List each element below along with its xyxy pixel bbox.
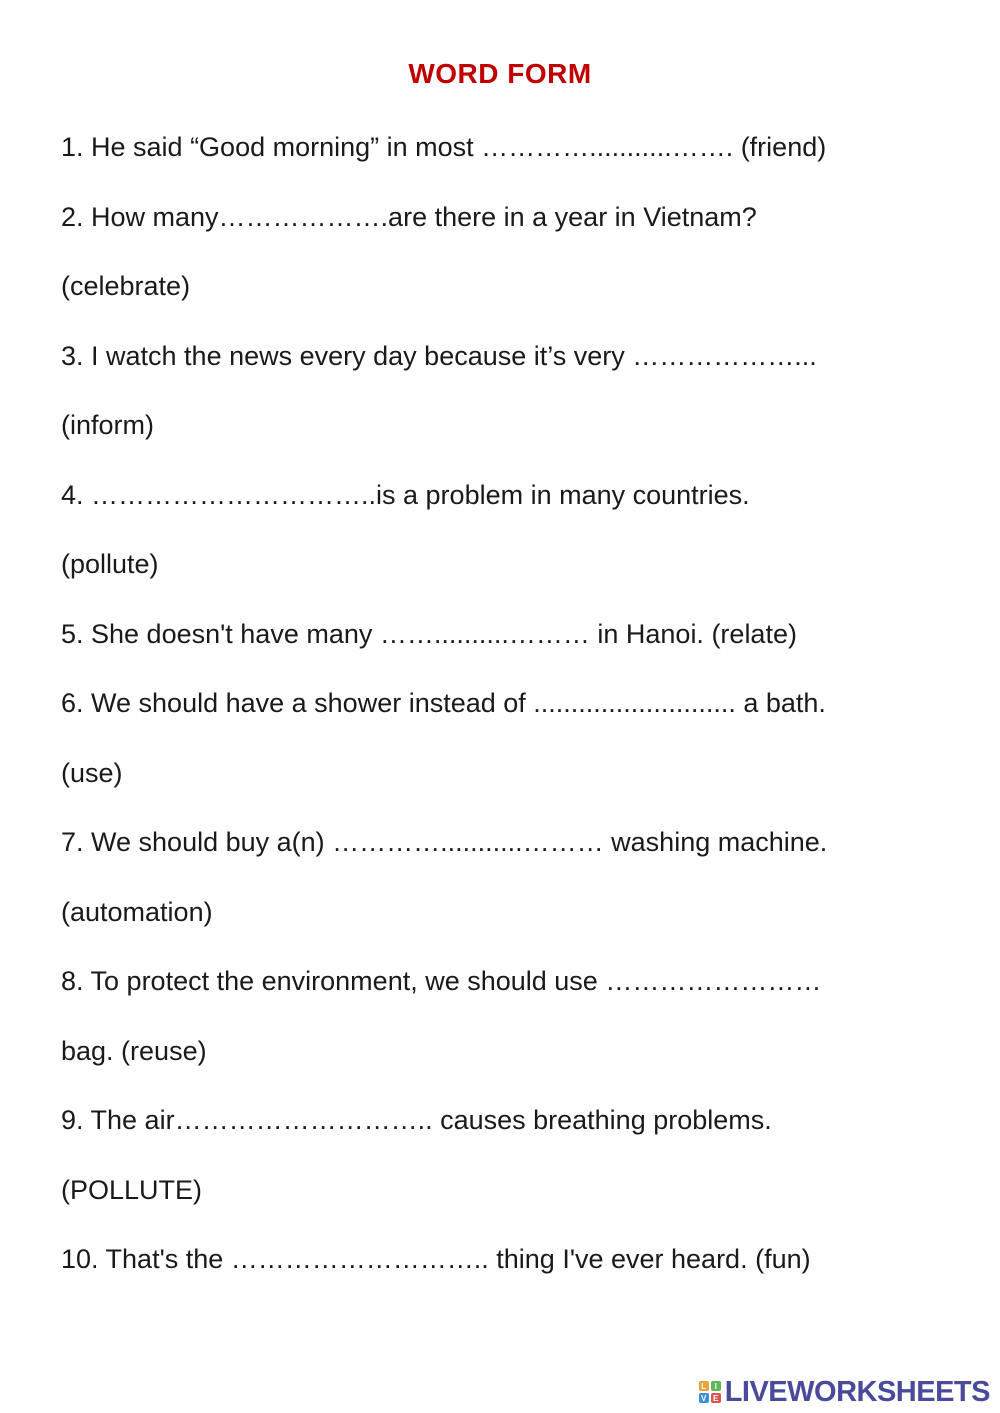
question-2-hint: (celebrate) (61, 271, 191, 301)
logo-mark-letter: L (699, 1381, 709, 1391)
logo-mark-letter: E (711, 1393, 721, 1403)
question-3-hint: (inform) (61, 410, 154, 440)
brand-text: LIVEWORKSHEETS (724, 1375, 990, 1408)
question-7-hint: (automation) (61, 897, 213, 927)
question-8: 8. To protect the environment, we should use …………………… (61, 966, 822, 996)
question-7: 7. We should buy a(n) …………...........……… washing machine. (61, 827, 828, 857)
question-4: 4. …………………………..is a problem in many countries. (61, 480, 750, 510)
logo-mark-letter: I (711, 1381, 721, 1391)
worksheet-title: WORD FORM (408, 58, 592, 89)
question-10: 10. That's the ……………………….. thing I've ever heard. (fun) (61, 1244, 811, 1274)
question-6: 6. We should have a shower instead of ........................... a bath. (61, 688, 826, 718)
question-5: 5. She doesn't have many ……..........……… in Hanoi. (relate) (61, 619, 797, 649)
question-1: 1. He said “Good morning” in most …………...........……. (friend) (61, 132, 827, 162)
question-8-hint: bag. (reuse) (61, 1036, 207, 1066)
question-2: 2. How many……………….are there in a year in Vietnam? (61, 202, 757, 232)
question-3: 3. I watch the news every day because it’s very ………………... (61, 341, 817, 371)
question-9: 9. The air……………………….. causes breathing problems. (61, 1105, 772, 1135)
liveworksheets-logo (699, 1377, 990, 1407)
question-6-hint: (use) (61, 758, 123, 788)
question-9-hint: (POLLUTE) (61, 1175, 203, 1205)
liveworksheets-logo-icon (699, 1381, 721, 1403)
question-4-hint: (pollute) (61, 549, 159, 579)
logo-mark-letter: V (699, 1393, 709, 1403)
